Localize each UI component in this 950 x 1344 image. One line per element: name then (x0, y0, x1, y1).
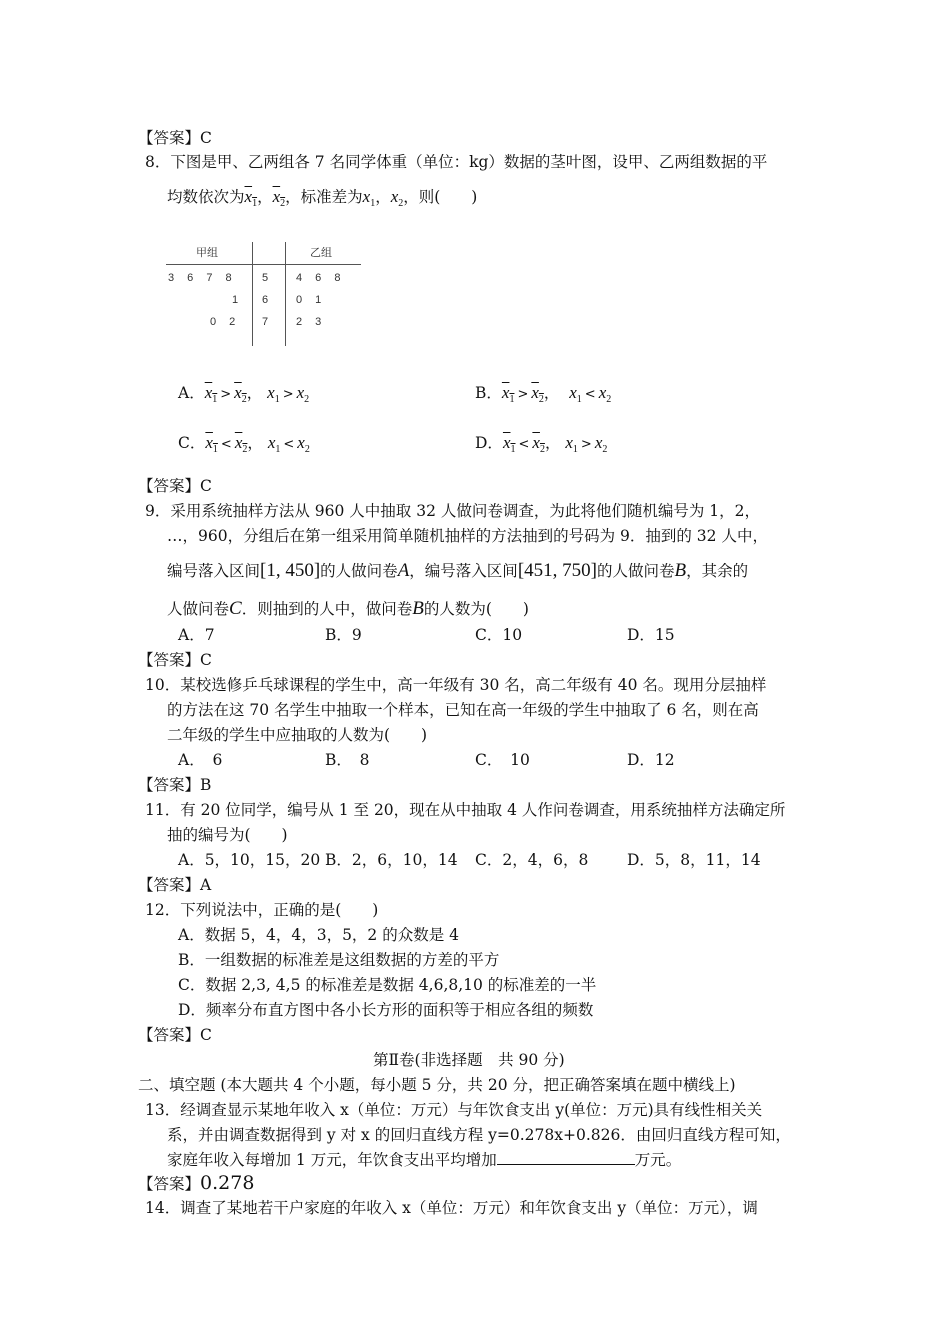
table-row2-stem: 6 (262, 294, 269, 306)
answer-q13: 【答案】0.278 (138, 1172, 255, 1194)
q10-stem-line2: 的方法在这 70 名学生中抽取一个样本，已知在高一年级的学生中抽取了 6 名，则在高 (167, 701, 759, 719)
table-right-header: 乙组 (310, 247, 332, 259)
q10-stem-line3: 二年级的学生中应抽取的人数为( ) (167, 726, 428, 744)
section-heading: 二、填空题 (本大题共 4 个小题，每小题 5 分，共 20 分，把正确答案填在题中横线上) (138, 1076, 736, 1094)
answer-q7: 【答案】C (138, 129, 212, 147)
q8-stem-line1: 8．下图是甲、乙两组各 7 名同学体重（单位：kg）数据的茎叶图，设甲、乙两组数据的平 (145, 153, 768, 171)
answer-q10: 【答案】B (138, 776, 212, 794)
stem-leaf-table (160, 236, 370, 346)
q12-option-c: C．数据 2,3, 4,5 的标准差是数据 4,6,8,10 的标准差的一半 (178, 976, 597, 994)
q11-option-a: A．5，10，15，20 (178, 851, 321, 869)
q10-stem-line1: 10．某校选修乒乓球课程的学生中，高一年级有 30 名，高二年级有 40 名。现用分层抽样 (145, 676, 767, 694)
q10-option-c: C． 10 (475, 751, 530, 769)
table-row3-stem: 7 (262, 316, 269, 328)
q11-option-c: C．2，4，6，8 (475, 851, 589, 869)
q8-option-a: A．$x_1 > x_2$， $x_1 > x_2$ (178, 383, 310, 405)
q10-option-d: D．12 (627, 751, 675, 769)
q13-stem-line3: 家庭年收入每增加 1 万元，年饮食支出平均增加 万元。 (167, 1151, 682, 1169)
q9-option-c: C．10 (475, 626, 523, 644)
table-row2-leaves-left: 1 (232, 294, 239, 306)
q11-stem-line2: 抽的编号为( ) (167, 826, 288, 844)
q9-stem-line4: 人做问卷C．则抽到的人中，做问卷B的人数为( ) (167, 598, 529, 619)
q13-answer-value: 0.278 (200, 1172, 255, 1194)
q12-option-a: A．数据 5，4，4，3，5，2 的众数是 4 (178, 926, 460, 944)
q8-option-d: D．$x_1 < x_2$， $x_1 > x_2$ (475, 433, 608, 455)
q13-stem-line2: 系，并由调查数据得到 y 对 x 的回归直线方程 y=0.278x+0.826．由回归直线方程可知， (167, 1126, 791, 1144)
q9-option-d: D．15 (627, 626, 675, 644)
q9-option-a: A．7 (178, 626, 215, 644)
table-row1-stem: 5 (262, 272, 269, 284)
table-header-rule (166, 264, 361, 265)
q13-stem-line1: 13．经调查显示某地年收入 x（单位：万元）与年饮食支出 y(单位：万元)具有线性相关关 (145, 1101, 763, 1119)
q12-option-d: D．频率分布直方图中各小长方形的面积等于相应各组的频数 (178, 1001, 594, 1019)
q8-stem-line2: 均数依次为$x_1$，$x_2$，标准差为$x_1$，$x_2$，则( ) (167, 187, 478, 209)
answer-q11: 【答案】A (138, 876, 212, 894)
q10-option-a: A． 6 (178, 751, 223, 769)
table-row3-leaves-right: 2 3 (296, 316, 322, 328)
section-title: 第Ⅱ卷(非选择题 共 90 分) (373, 1051, 565, 1069)
q9-option-b: B．9 (325, 626, 362, 644)
table-row3-leaves-left: 0 2 (210, 316, 236, 328)
answer-q8: 【答案】C (138, 477, 212, 495)
q11-option-b: B．2，6，10，14 (325, 851, 458, 869)
q9-stem-line1: 9．采用系统抽样方法从 960 人中抽取 32 人做问卷调查，为此将他们随机编号为 1，2， (145, 502, 761, 520)
q11-option-d: D．5，8，11，14 (627, 851, 761, 869)
table-row2-leaves-right: 0 1 (296, 294, 322, 306)
table-divider-left (252, 242, 253, 346)
q14-stem-line1: 14．调查了某地若干户家庭的年收入 x（单位：万元）和年饮食支出 y（单位：万元），调 (145, 1199, 758, 1217)
table-left-header: 甲组 (196, 247, 218, 259)
q11-stem-line1: 11．有 20 位同学，编号从 1 至 20，现在从中抽取 4 人作问卷调查，用系统抽样方法确定所 (145, 801, 786, 819)
q12-stem: 12．下列说法中，正确的是( ) (145, 901, 379, 919)
table-row1-leaves-left: 3 6 7 8 (168, 272, 232, 284)
table-row1-leaves-right: 4 6 8 (296, 272, 341, 284)
answer-q9: 【答案】C (138, 651, 212, 669)
answer-q12: 【答案】C (138, 1026, 212, 1044)
q9-stem-line3: 编号落入区间[1, 450]的人做问卷A，编号落入区间[451, 750]的人做问卷B，其余的 (167, 560, 749, 581)
q13-answer-blank[interactable] (497, 1149, 635, 1165)
q12-option-b: B．一组数据的标准差是这组数据的方差的平方 (178, 951, 500, 969)
q9-stem-line2: …，960，分组后在第一组采用简单随机抽样的方法抽到的号码为 9．抽到的 32 人中， (167, 527, 768, 545)
q8-option-b: B．$x_1 > x_2$， $x_1 < x_2$ (475, 383, 612, 405)
table-divider-right (285, 242, 286, 346)
q8-option-c: C．$x_1 < x_2$， $x_1 < x_2$ (178, 433, 310, 455)
q10-option-b: B． 8 (325, 751, 370, 769)
